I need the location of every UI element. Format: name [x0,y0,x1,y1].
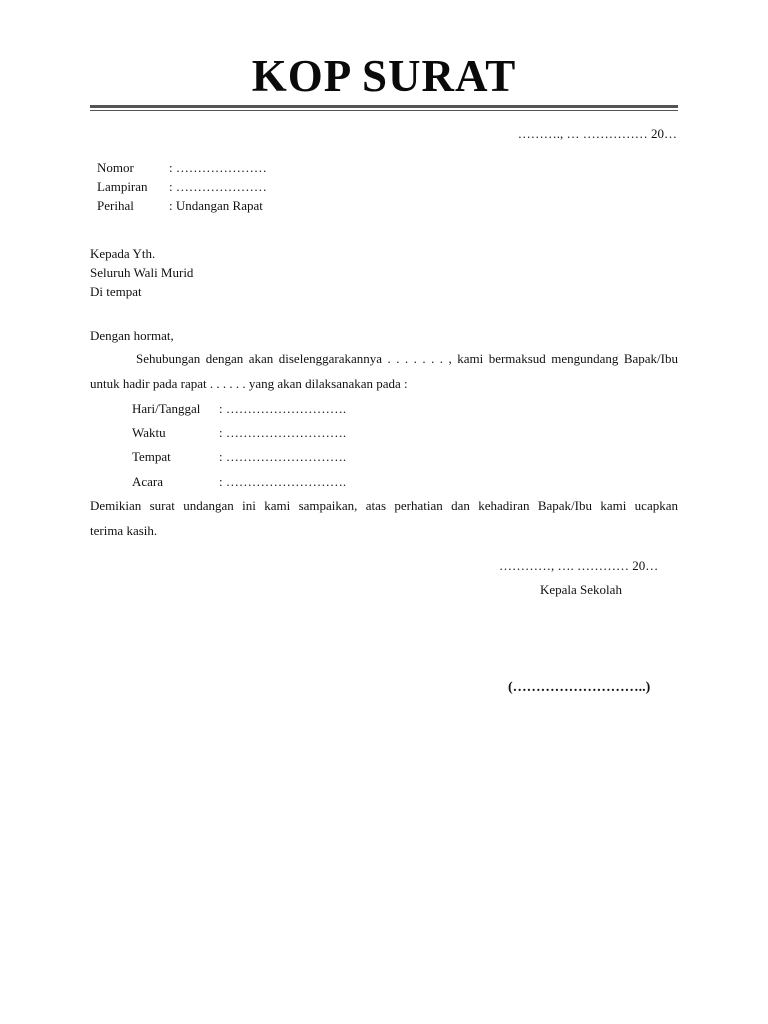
letterhead-title: KOP SURAT [251,51,517,101]
recipient-line: Di tempat [90,284,142,299]
meta-value-nomor: : ………………… [169,160,267,175]
letter-date: ………., … …………… 20… [517,126,677,141]
body-paragraph-line: Sehubungan dengan akan diselenggarakannya . . . . . . . , kami bermaksud mengundang Bapak/Ibu [136,351,678,366]
signature-date: …………, …. ………… 20… [499,558,659,573]
detail-value-waktu: : ………………………. [219,425,347,440]
signature-name: (………………………..) [508,680,651,695]
meta-label-perihal: Perihal [97,198,134,213]
detail-label-waktu: Waktu [132,425,166,440]
signature-role: Kepala Sekolah [540,582,622,597]
detail-label-hari-tanggal: Hari/Tanggal [132,401,201,416]
meta-value-perihal: : Undangan Rapat [169,198,263,213]
detail-value-acara: : ………………………. [219,474,347,489]
meta-label-lampiran: Lampiran [97,179,148,194]
detail-value-hari-tanggal: : ………………………. [219,401,347,416]
detail-value-tempat: : ………………………. [219,449,347,464]
salutation: Dengan hormat, [90,328,174,343]
recipient-line: Seluruh Wali Murid [90,265,194,280]
meta-value-lampiran: : ………………… [169,179,267,194]
detail-label-tempat: Tempat [132,449,171,464]
recipient-line: Kepada Yth. [90,246,156,261]
letterhead-divider-thick [90,105,678,108]
meta-label-nomor: Nomor [97,160,134,175]
closing-paragraph-line: Demikian surat undangan ini kami sampaikan, atas perhatian dan kehadiran Bapak/Ibu kami ucapkan [90,498,678,513]
letterhead-divider-thin [90,110,678,111]
detail-label-acara: Acara [132,474,164,489]
body-paragraph-line: untuk hadir pada rapat . . . . . . yang akan dilaksanakan pada : [90,376,408,391]
closing-paragraph-line: terima kasih. [90,523,158,538]
